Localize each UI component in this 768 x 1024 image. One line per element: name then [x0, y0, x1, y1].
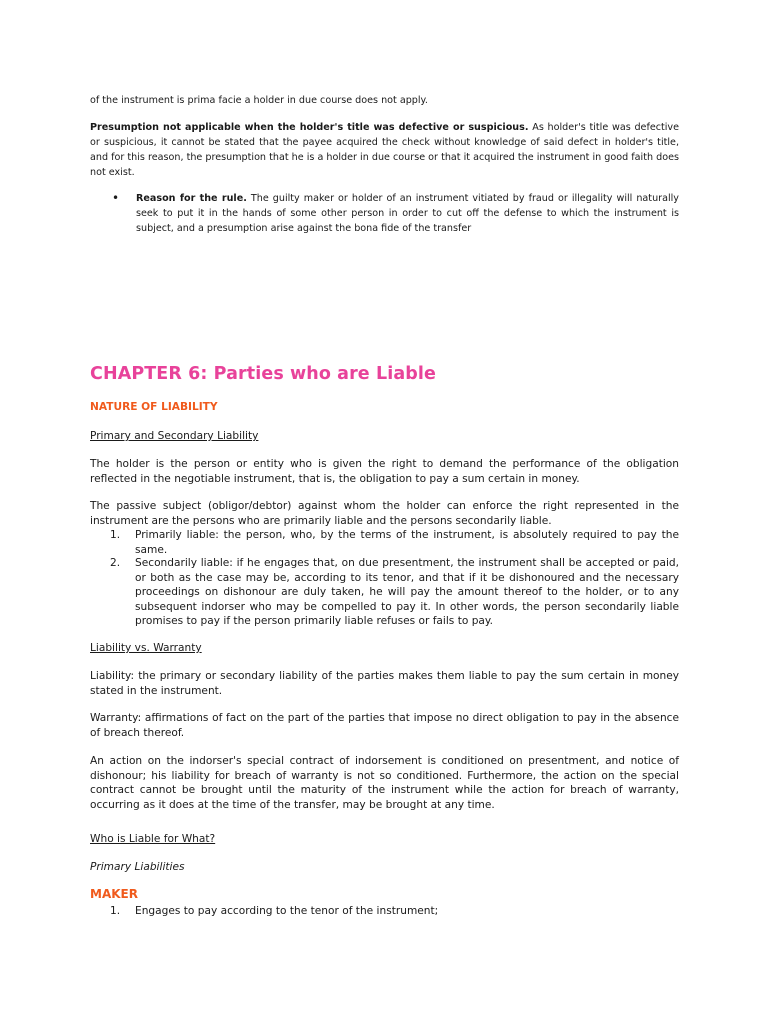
list-number: 2. [110, 557, 121, 569]
paragraph-holder: The holder is the person or entity who is given the right to demand the performance of the obligation reflected in the negotiable instrument, that is, the obligation to pay a sum certain in money. [90, 458, 679, 485]
bullet-title: Reason for the rule. [136, 193, 247, 204]
bullet-icon: • [112, 191, 120, 205]
subheading-primary-secondary: Primary and Secondary Liability [90, 430, 259, 442]
continuation-text: of the instrument is prima facie a holder in due course does not apply. [90, 95, 428, 106]
bullet-paragraph [136, 191, 679, 236]
subheading-liability-warranty: Liability vs. Warranty [90, 642, 202, 654]
section-heading: NATURE OF LIABILITY [90, 401, 218, 413]
list-number: 1. [110, 905, 121, 917]
presumption-paragraph [90, 120, 679, 180]
maker-heading: MAKER [90, 887, 138, 901]
paragraph-liability: Liability: the primary or secondary liability of the parties makes them liable to pay the sum certain in money stated in the instrument. [90, 670, 679, 697]
list-text: Engages to pay according to the tenor of the instrument; [135, 905, 439, 917]
bullet-text: The guilty maker or holder of an instrument vitiated by fraud or illegality will naturally seek to put it in the hands of some other person in order to cut off the defense to which the instrument is subject, and a presumption arise against the bona fide of the transfer [136, 193, 679, 234]
paragraph-warranty: Warranty: affirmations of fact on the part of the parties that impose no direct obligation to pay in the absence of breach thereof. [90, 712, 679, 739]
list-number: 1. [110, 529, 121, 541]
primary-liabilities-heading: Primary Liabilities [90, 861, 185, 873]
chapter-title: CHAPTER 6: Parties who are Liable [90, 364, 436, 384]
presumption-text: As holder's title was defective or suspicious, it cannot be stated that the payee acquired the check without knowledge of said defect in holder's title, and for this reason, the presumption that he is a holder in due course or that it acquired the instrument in good faith does not exist. [90, 122, 680, 178]
list-text: Secondarily liable: if he engages that, on due presentment, the instrument shall be accepted or paid, or both as the case may be, according to its tenor, and that if it be dishonoured and the necessary proceedings on dishonour are duly taken, he will pay the amount thereof to the holder, or to any subsequent indorser who may be compelled to pay it. In other words, the person secondarily liable promises to pay if the person primarily liable refuses or fails to pay. [135, 557, 679, 627]
subheading-who-liable: Who is Liable for What? [90, 833, 216, 845]
list-text: Primarily liable: the person, who, by the terms of the instrument, is absolutely required to pay the same. [135, 529, 679, 556]
presumption-title: Presumption not applicable when the holder's title was defective or suspicious. [90, 122, 529, 133]
paragraph-indorser: An action on the indorser's special contract of indorsement is conditioned on presentment, and notice of dishonour; his liability for breach of warranty is not so conditioned. Furthermore, the action on the special contract cannot be brought until the maturity of the instrument while the action for breach of warranty, occurring as it does at the time of the transfer, may be brought at any time. [90, 755, 679, 811]
paragraph-passive-subject: The passive subject (obligor/debtor) against whom the holder can enforce the right represented in the instrument are the persons who are primarily liable and the persons secondarily liable. [90, 500, 679, 527]
